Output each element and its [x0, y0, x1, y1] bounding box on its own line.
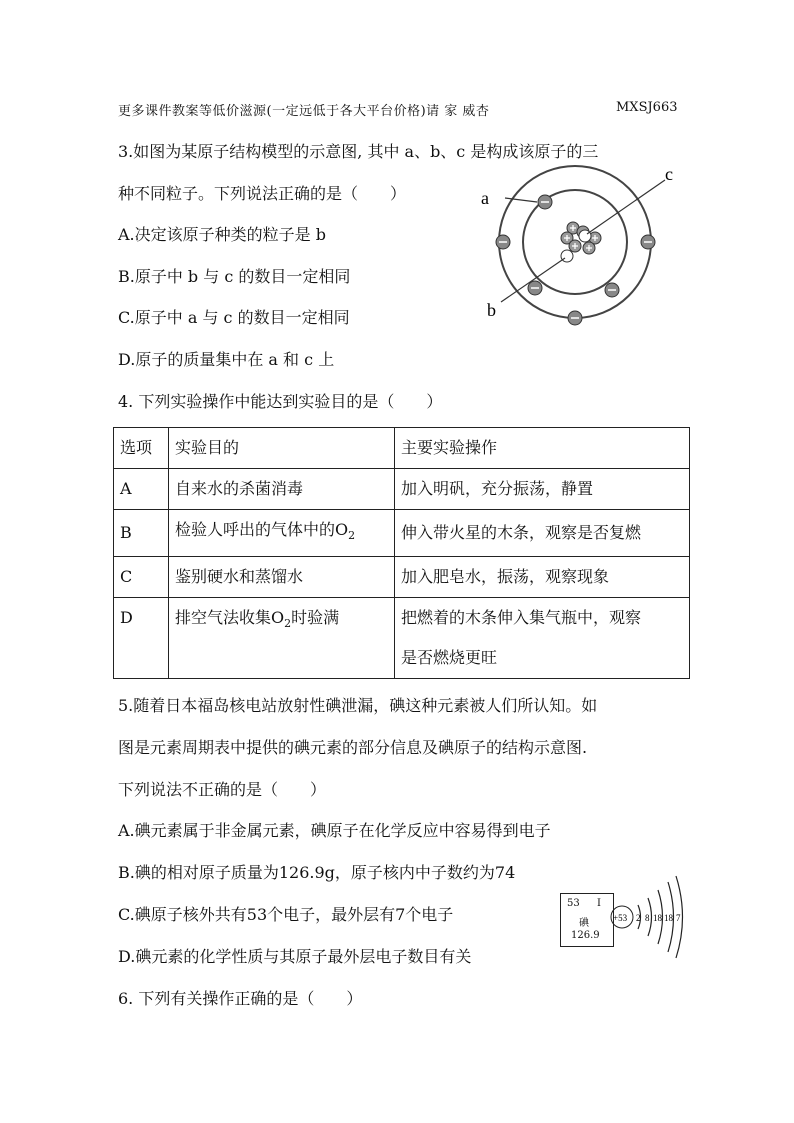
table-header-row — [114, 428, 690, 469]
operation-line1: 把燃着的木条伸入集气瓶中，观察 — [401, 608, 642, 628]
subscript: 2 — [348, 529, 356, 543]
header-option: 选项 — [114, 428, 169, 469]
shell-count: 18 — [653, 913, 662, 923]
header-purpose: 实验目的 — [169, 428, 395, 469]
cell-option: C — [114, 557, 169, 598]
shell-count: 18 — [664, 913, 673, 923]
table-row — [114, 510, 690, 557]
label-c: c — [665, 164, 673, 184]
q5-stem-line1: 5.随着日本福岛核电站放射性碘泄漏，碘这种元素被人们所认知。如 — [118, 696, 598, 715]
q5-option-a: A.碘元素属于非金属元素，碘原子在化学反应中容易得到电子 — [118, 821, 551, 840]
cell-purpose: 自来水的杀菌消毒 — [169, 469, 395, 510]
q3-option-b: B.原子中 b 与 c 的数目一定相同 — [118, 267, 351, 286]
header-code: MXSJ663 — [616, 100, 678, 115]
cell-operation: 伸入带火星的木条，观察是否复燃 — [395, 510, 690, 557]
q5-stem-line3: 下列说法不正确的是（ ） — [118, 780, 327, 799]
cell-operation: 加入肥皂水，振荡，观察现象 — [395, 557, 690, 598]
q3-stem-line1: 3.如图为某原子结构模型的示意图, 其中 a、b、c 是构成该原子的三 — [118, 142, 599, 161]
q5-stem-line2: 图是元素周期表中提供的碘元素的部分信息及碘原子的结构示意图. — [118, 738, 588, 757]
header-operation: 主要实验操作 — [395, 428, 690, 469]
cell-purpose — [169, 598, 395, 679]
table-row — [114, 557, 690, 598]
element-name: 碘 — [579, 918, 589, 929]
shell-count: 7 — [676, 913, 681, 923]
table-row — [114, 469, 690, 510]
cell-operation: 加入明矾，充分振荡，静置 — [395, 469, 690, 510]
label-b: b — [487, 300, 496, 320]
q3-option-c: C.原子中 a 与 c 的数目一定相同 — [118, 308, 350, 327]
table-row — [114, 598, 690, 679]
q5-option-c: C.碘原子核外共有53个电子，最外层有7个电子 — [118, 905, 454, 924]
subscript: 2 — [284, 617, 292, 631]
shell-count: 2 — [636, 913, 641, 923]
header-text: 更多课件教案等低价滋源(一定远低于各大平台价格)请 家 威杏 — [118, 104, 490, 119]
element-symbol: I — [597, 898, 601, 909]
cell-purpose: 鉴别硬水和蒸馏水 — [169, 557, 395, 598]
atomic-number: 53 — [567, 898, 580, 909]
cell-purpose — [169, 510, 395, 557]
operation-line2: 是否燃烧更旺 — [401, 648, 498, 668]
q5-option-b: B.碘的相对原子质量为126.9g，原子核内中子数约为74 — [118, 863, 516, 882]
q3-stem-line2: 种不同粒子。下列说法正确的是（ ） — [118, 184, 407, 203]
purpose-text: 检验人呼出的气体中的O — [175, 520, 349, 539]
purpose-text: 排空气法收集O — [175, 608, 285, 628]
atom-structure-diagram — [610, 872, 690, 962]
cell-operation — [395, 598, 690, 679]
label-a: a — [481, 188, 489, 208]
shell-count: 8 — [645, 913, 650, 923]
atomic-mass: 126.9 — [571, 930, 600, 941]
atom-model-diagram — [475, 160, 685, 335]
cell-option: B — [114, 510, 169, 557]
q6-stem: 6. 下列有关操作正确的是（ ） — [118, 989, 363, 1008]
cell-option: D — [114, 598, 169, 679]
q3-option-d: D.原子的质量集中在 a 和 c 上 — [118, 350, 335, 369]
experiment-table — [113, 427, 690, 679]
q3-option-a: A.决定该原子种类的粒子是 b — [118, 225, 326, 244]
purpose-tail: 时验满 — [291, 608, 340, 628]
q5-option-d: D.碘元素的化学性质与其原子最外层电子数目有关 — [118, 947, 472, 966]
cell-option: A — [114, 469, 169, 510]
q4-stem: 4. 下列实验操作中能达到实验目的是（ ） — [118, 392, 443, 411]
element-card — [560, 893, 614, 947]
nucleus-charge: +53 — [613, 913, 628, 923]
